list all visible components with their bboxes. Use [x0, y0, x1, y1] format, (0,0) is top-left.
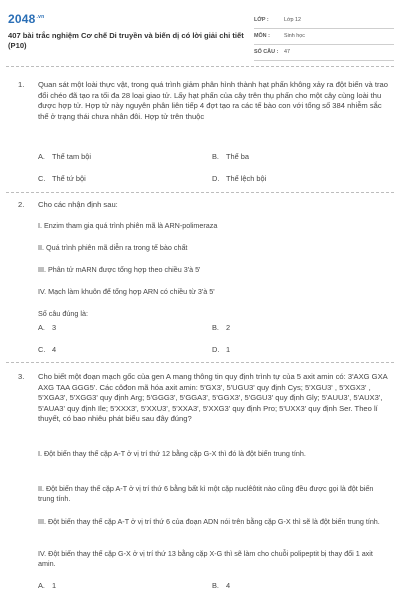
option-d[interactable]: [212, 174, 266, 183]
option-a[interactable]: [38, 323, 56, 332]
statement-1: I. Enzim tham gia quá trình phiên mã là ARN-polimeraza: [38, 221, 218, 230]
statement-4: IV. Mạch làm khuôn để tổng hợp ARN có chiều từ 3'à 5': [38, 287, 215, 296]
meta-key: MÔN :: [254, 33, 270, 39]
option-letter: C.: [38, 174, 46, 183]
option-text: 3: [52, 323, 57, 332]
meta-value: Lớp 12: [284, 17, 302, 23]
option-a[interactable]: [38, 152, 91, 161]
option-text: Thể lệch bội: [226, 174, 267, 183]
option-letter: A.: [38, 581, 45, 590]
option-letter: C.: [38, 345, 46, 354]
question-stem: Quan sát một loài thực vật, trong quá trình giảm phân hình thành hạt phấn không xảy ra đột biến và trao đổi chéo đã tạo ra tối đa 28 loại giao tử. Lấy hạt phấn của cây trên thụ phấn cho một cây cùng loài thu được hợp tử. Hợp tử này nguyên phân liên tiếp 4 đợt tạo ra các tế bào con với tổng số 384 nhiễm sắc thể ở trạng thái chưa nhân đôi. Hợp tử trên thuộc: [38, 80, 388, 121]
answer-prompt: Số câu đúng là:: [38, 309, 88, 318]
option-letter: A.: [38, 152, 45, 161]
meta-row-count: [254, 46, 394, 61]
question-separator: [6, 362, 394, 363]
statement-2: II. Quá trình phiên mã diễn ra trong tế bào chất: [38, 243, 188, 252]
statement-1: I. Đột biến thay thế cặp A-T ở vị trí thứ 12 bằng cặp G-X thì đó là đột biến trung tính.: [38, 449, 306, 458]
option-c[interactable]: [38, 174, 86, 183]
document-title: 407 bài trắc nghiệm Cơ chế Di truyền và biến dị có lời giải chi tiết (P10): [8, 31, 244, 50]
header-divider: [6, 66, 394, 67]
option-d[interactable]: [212, 345, 230, 354]
statement-3: III. Phân tử mARN được tổng hợp theo chiều 3'à 5': [38, 265, 201, 274]
option-text: 4: [52, 345, 57, 354]
option-letter: D.: [212, 345, 220, 354]
option-b[interactable]: [212, 152, 249, 161]
statement-2: II. Đột biến thay thế cặp A-T ở vị trí thứ 6 bằng bất kì một cặp nuclêôtit nào cũng đều được gọi là đột biến trung tính.: [38, 484, 374, 504]
option-text: Thể ba: [226, 152, 250, 161]
question-stem: Cho các nhận định sau:: [38, 200, 118, 209]
option-text: Thể tam bội: [52, 152, 92, 161]
question-number: 3.: [18, 372, 25, 381]
page-header: [0, 0, 400, 62]
option-text: Thể tứ bội: [52, 174, 86, 183]
meta-row-class: [254, 14, 394, 29]
option-b[interactable]: [212, 323, 230, 332]
question-number: 2.: [18, 200, 25, 209]
option-text: 1: [52, 581, 57, 590]
meta-key: SỐ CÂU :: [254, 49, 279, 55]
logo-tld: .vn: [36, 14, 45, 20]
option-letter: A.: [38, 323, 45, 332]
statement-3: III. Đột biến thay thế cặp A-T ở vị trí thứ 6 của đoạn ADN nói trên bằng cặp G-X thì sẽ là đột biến trung tính.: [38, 517, 380, 526]
meta-row-subject: [254, 30, 394, 45]
option-text: 1: [226, 345, 231, 354]
site-logo[interactable]: [8, 12, 44, 26]
question-stem: Cho biết một đoạn mạch gốc của gen A mang thông tin quy định trình tự của 5 axit amin có: 3'AXG GXA AXG TAA GGG5'. Các côđon mã hóa axit amin: 5'GX3', 5'UGU3' quy định Cys; 5'XGU3' , 5'XGX3' , 5'XGA3', 5'XGG3' quy định Arg; 5'GGG3', 5'GGA3', 5'GGX3', 5'GGU3' quy định Gly; 5'AUU3', 5'AUX3', 5'AUA3' quy định Ile; 5'XXX3', 5'XXU3', 5'XXA3', 5'XXG3' quy định Pro; 5'UXX3' quy định Ser. Theo lí thuyết, có bao nhiêu phát biểu sau đây đúng?: [38, 372, 388, 424]
option-c[interactable]: [38, 345, 56, 354]
meta-value: 47: [284, 49, 290, 55]
option-letter: B.: [212, 323, 219, 332]
option-text: 4: [226, 581, 231, 590]
document-meta: [254, 14, 394, 62]
meta-key: LỚP :: [254, 17, 269, 23]
option-text: 2: [226, 323, 231, 332]
question-number: 1.: [18, 80, 25, 89]
statement-4: IV. Đột biến thay thế cặp G-X ở vị trí thứ 13 bằng cặp X-G thì sẽ làm cho chuỗi polipeptit bị thay đổi 1 axit amin.: [38, 549, 373, 569]
logo-text: 2048: [8, 12, 36, 26]
option-letter: D.: [212, 174, 220, 183]
option-letter: B.: [212, 152, 219, 161]
meta-value: Sinh học: [284, 33, 305, 39]
option-a[interactable]: [38, 581, 56, 590]
question-separator: [6, 192, 394, 193]
option-b[interactable]: [212, 581, 230, 590]
option-letter: B.: [212, 581, 219, 590]
